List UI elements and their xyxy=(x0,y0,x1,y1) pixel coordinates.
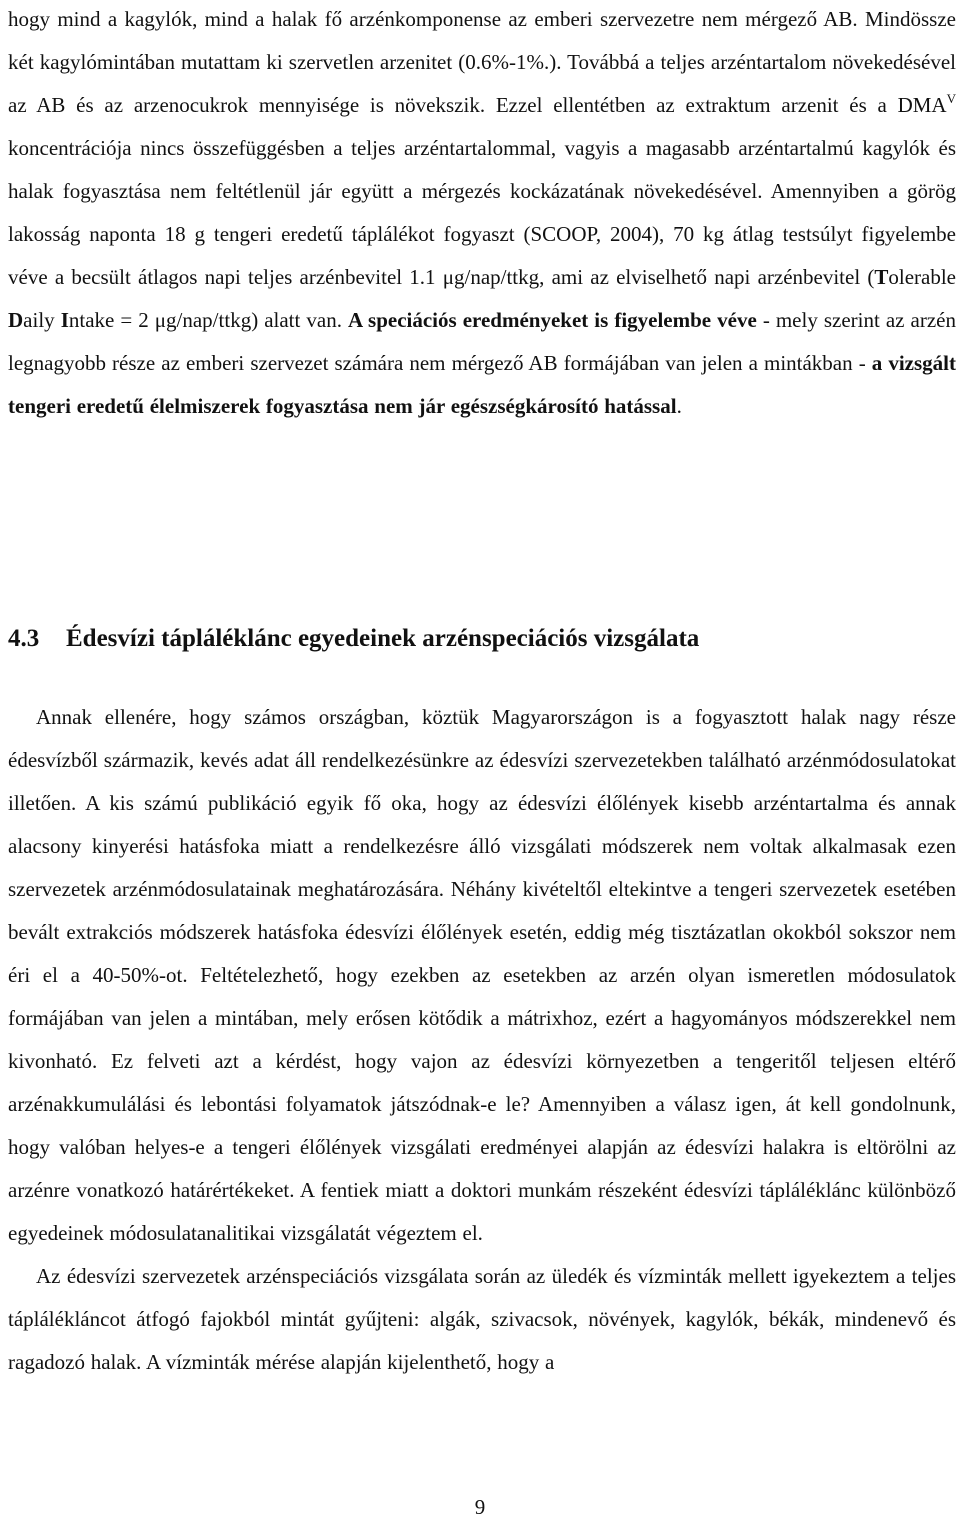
bold-conclusion: a vizsgált tengeri eredetű élelmiszerek fogyasztása nem jár egészségkárosító hatással xyxy=(8,351,956,418)
text-run: ntake = 2 μg/nap/ttkg) alatt van. xyxy=(68,308,348,332)
text-run: aily xyxy=(23,308,61,332)
section-number: 4.3 xyxy=(8,625,40,652)
page-number: 9 xyxy=(474,1495,486,1519)
text-run: koncentrációja nincs összefüggésben a teljes arzéntartalommal, vagyis a magasabb arzéntartalmú kagylók és halak fogyasztása nem feltétlenül jár együtt a mérgezés kockázatának növekedésével. Amennyiben a görög lakosság naponta 18 g tengeri eredetű táplálékot fogyaszt (SCOOP, 2004), 70 kg átlag testsúlyt figyelembe véve a becsült átlagos napi teljes arzénbevitel 1.1 μg/nap/ttkg, ami az elviselhető napi arzénbevitel ( xyxy=(8,136,956,289)
section-heading xyxy=(8,619,956,659)
paragraph-speciation-results xyxy=(8,0,956,428)
paragraph-freshwater-samples: Az édesvízi szervezetek arzénspeciációs vizsgálata során az üledék és vízminták mellett igyekeztem a teljes táplálékláncot átfogó fajokból mintát gyűjteni: algák, szivacsok, növények, kagylók, békák, mindenevő és ragadozó halak. A vízminták mérése alapján kijelenthető, hogy a xyxy=(8,1264,956,1374)
text-run: - mely szerint az arzén legnagyobb része az emberi szervezet számára nem mérgező AB formájában van jelen a mintákban - xyxy=(8,308,956,375)
paragraph-freshwater-intro: Annak ellenére, hogy számos országban, köztük Magyarországon is a fogyasztott halak nagy része édesvízből származik, kevés adat áll rendelkezésünkre az édesvízi szervezetekben található arzénmódosulatokat illetően. A kis számú publikáció egyik fő oka, hogy az édesvízi élőlények kisebb arzéntartalma és annak alacsony kinyerési hatásfoka miatt a rendelkezésre álló vizsgálati módszerek nem voltak alkalmasak ezen szervezetek arzénmódosulatainak meghatározására. Néhány kivételtől eltekintve a tengeri szervezetek esetében bevált extrakciós módszerek hatásfoka édesvízi élőlények esetén, eddig még tisztázatlan okokból sokszor nem éri el a 40-50%-ot. Feltételezhető, hogy ezekben az esetekben az arzén olyan ismeretlen módosulatok formájában van jelen a mintában, mely erősen kötődik a mátrixhoz, ezért a hagyományos módszerekkel nem kivonható. Ez felveti azt a kérdést, hogy vajon az édesvízi környezetben a tengeritől teljesen eltérő arzénakkumulálási és lebontási folyamatok játszódnak-e le? Amennyiben a válasz igen, át kell gondolnunk, hogy valóban helyes-e a tengeri élőlények vizsgálati eredményei alapján az édesvízi halakra is eltörölni az arzénre vonatkozó határértékeket. A fentiek miatt a doktori munkám részeként édesvízi tápláléklánc különböző egyedeinek módosulatanalitikai vizsgálatát végeztem el. xyxy=(8,705,956,1245)
section-title: Édesvízi tápláléklánc egyedeinek arzénspeciációs vizsgálata xyxy=(66,625,700,652)
section-body xyxy=(8,696,956,1384)
text-run: olerable xyxy=(888,265,956,289)
text-run: . xyxy=(676,394,682,418)
document-page xyxy=(8,0,956,1374)
superscript-v: V xyxy=(946,91,956,106)
bold-initial-d: D xyxy=(8,308,24,332)
text-run: hogy mind a kagylók, mind a halak fő arzénkomponense az emberi szervezetre nem mérgező AB. Mindössze két kagylómintában mutattam ki szervetlen arzenitet (0.6%-1%.). Továbbá a teljes arzéntartalom növekedésével az AB és az arzenocukrok mennyisége is növekszik. Ezzel ellentétben az extraktum arzenit és a DMA xyxy=(8,7,956,117)
bold-emphasis: A speciációs eredményeket is figyelembe véve xyxy=(347,308,757,332)
bold-initial-i: I xyxy=(60,308,69,332)
bold-initial-t: T xyxy=(874,265,889,289)
